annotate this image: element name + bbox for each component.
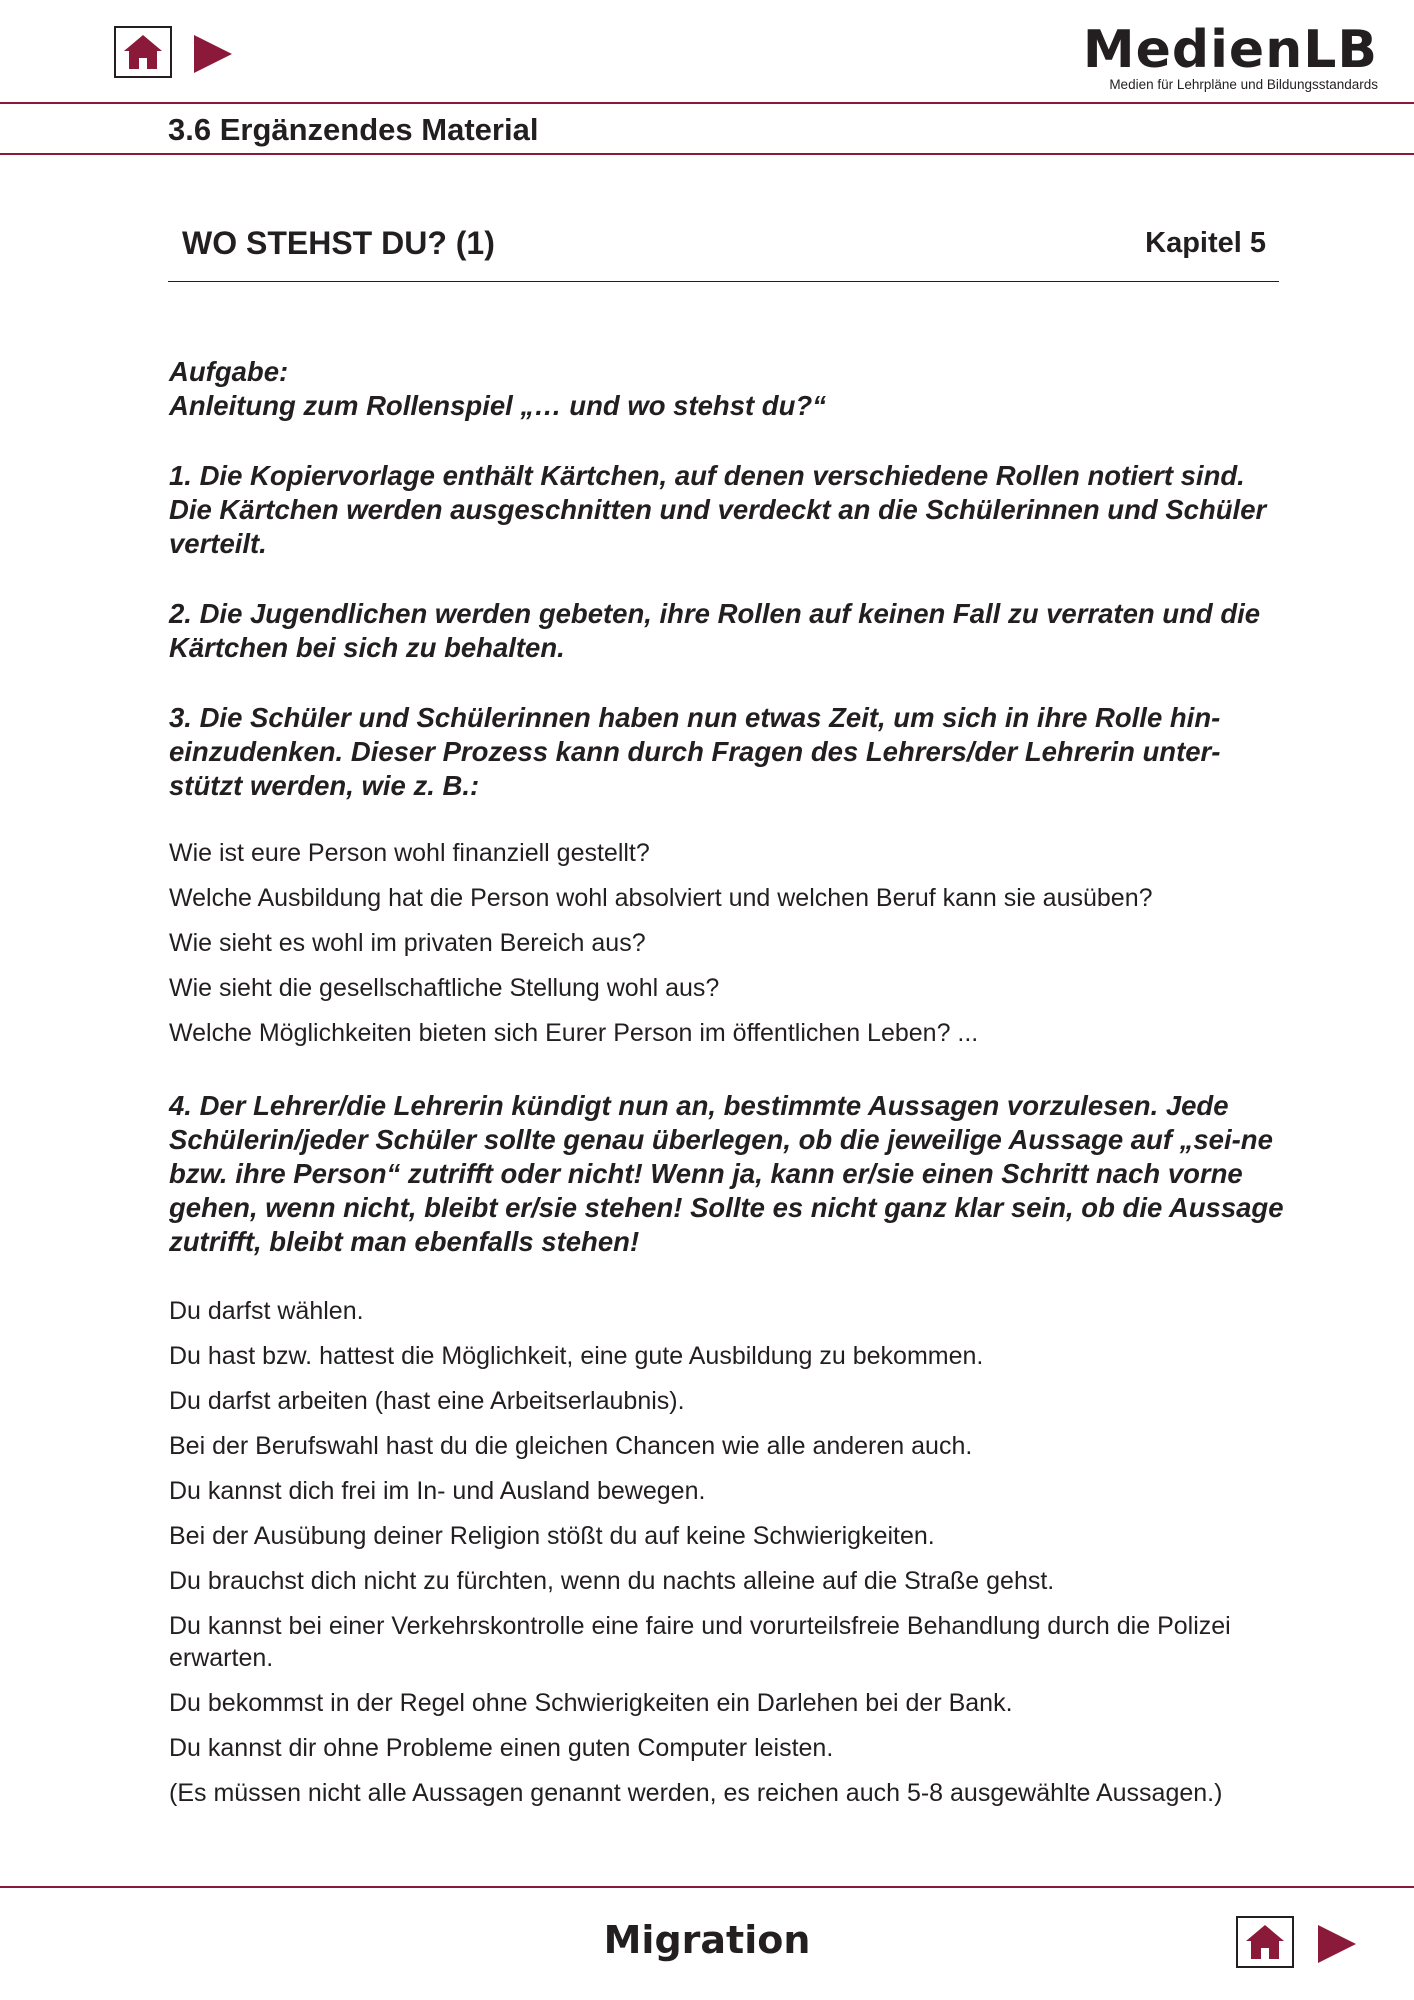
home-button[interactable] xyxy=(114,26,172,78)
question-list xyxy=(169,837,1284,1049)
sheet-title: WO STEHST DU? (1) xyxy=(182,225,495,261)
list-item: Du hast bzw. hattest die Möglichkeit, eine gute Ausbildung zu bekommen. xyxy=(169,1342,984,1370)
next-arrow-icon[interactable] xyxy=(1316,1923,1358,1965)
home-icon xyxy=(121,32,165,72)
statement-list xyxy=(169,1295,1284,1809)
section-title: 3.6 Ergänzendes Material xyxy=(168,112,539,147)
task-content xyxy=(169,355,1284,1822)
chapter-label: Kapitel 5 xyxy=(1145,227,1266,259)
title-divider xyxy=(168,281,1279,282)
list-item: Du bekommst in der Regel ohne Schwierigkeiten ein Darlehen bei der Bank. xyxy=(169,1689,1013,1717)
medienlb-logo xyxy=(1078,20,1378,92)
task-subheading: Anleitung zum Rollenspiel „… und wo stehst du?“ xyxy=(169,390,826,421)
home-icon xyxy=(1243,1922,1287,1962)
list-item: Du kannst dir ohne Probleme einen guten Computer leisten. xyxy=(169,1734,834,1762)
task-step-3: 3. Die Schüler und Schülerinnen haben nun etwas Zeit, um sich in ihre Rolle hin-einzudenken. Dieser Prozess kann durch Fragen des Lehrers/der Lehrerin unter-stützt werden, wie z. B.: xyxy=(169,702,1221,801)
list-item: Wie sieht es wohl im privaten Bereich aus? xyxy=(169,929,646,957)
list-item-note: (Es müssen nicht alle Aussagen genannt werden, es reichen auch 5-8 ausgewählte Aussagen.) xyxy=(169,1779,1223,1807)
task-step-1: 1. Die Kopiervorlage enthält Kärtchen, auf denen verschiedene Rollen notiert sind. Die Kärtchen werden ausgeschnitten und verdeckt an die Schülerinnen und Schüler verteilt. xyxy=(169,460,1267,559)
logo-title: MedienLB xyxy=(1082,20,1378,80)
list-item: Du kannst dich frei im In- und Ausland bewegen. xyxy=(169,1477,706,1505)
header-rule-top xyxy=(0,102,1414,104)
next-arrow-icon[interactable] xyxy=(192,33,234,75)
list-item: Du darfst arbeiten (hast eine Arbeitserlaubnis). xyxy=(169,1387,685,1415)
header-rule-bottom xyxy=(0,153,1414,155)
list-item: Du darfst wählen. xyxy=(169,1297,364,1325)
list-item: Bei der Berufswahl hast du die gleichen Chancen wie alle anderen auch. xyxy=(169,1432,973,1460)
list-item: Wie ist eure Person wohl finanziell gestellt? xyxy=(169,839,650,867)
task-step-4: 4. Der Lehrer/die Lehrerin kündigt nun an, bestimmte Aussagen vorzulesen. Jede Schülerin/jeder Schüler sollte genau überlegen, ob die jeweilige Aussage auf „sei-ne bzw. ihre Person“ zutrifft oder nicht! Wenn ja, kann er/sie einen Schritt nach vorne gehen, wenn nicht, bleibt er/sie stehen! Sollte es nicht ganz klar sein, ob die Aussage zutrifft, bleibt man ebenfalls stehen! xyxy=(169,1090,1284,1257)
list-item: Welche Möglichkeiten bieten sich Eurer Person im öffentlichen Leben? ... xyxy=(169,1019,979,1047)
task-heading: Aufgabe: xyxy=(169,356,289,387)
footer-title: Migration xyxy=(603,1918,811,1962)
task-step-2: 2. Die Jugendlichen werden gebeten, ihre Rollen auf keinen Fall zu verraten und die Kärtchen bei sich zu behalten. xyxy=(169,598,1261,663)
list-item: Du brauchst dich nicht zu fürchten, wenn du nachts alleine auf die Straße gehst. xyxy=(169,1567,1055,1595)
list-item: Welche Ausbildung hat die Person wohl absolviert und welchen Beruf kann sie ausüben? xyxy=(169,884,1153,912)
footer-rule xyxy=(0,1886,1414,1888)
list-item: Bei der Ausübung deiner Religion stößt du auf keine Schwierigkeiten. xyxy=(169,1522,935,1550)
footer-home-button[interactable] xyxy=(1236,1916,1294,1968)
list-item: Wie sieht die gesellschaftliche Stellung wohl aus? xyxy=(169,974,720,1002)
list-item: Du kannst bei einer Verkehrskontrolle eine faire und vorurteilsfreie Behandlung durch die Polizei erwarten. xyxy=(169,1612,1231,1672)
logo-subtitle: Medien für Lehrpläne und Bildungsstandards xyxy=(1109,77,1378,92)
